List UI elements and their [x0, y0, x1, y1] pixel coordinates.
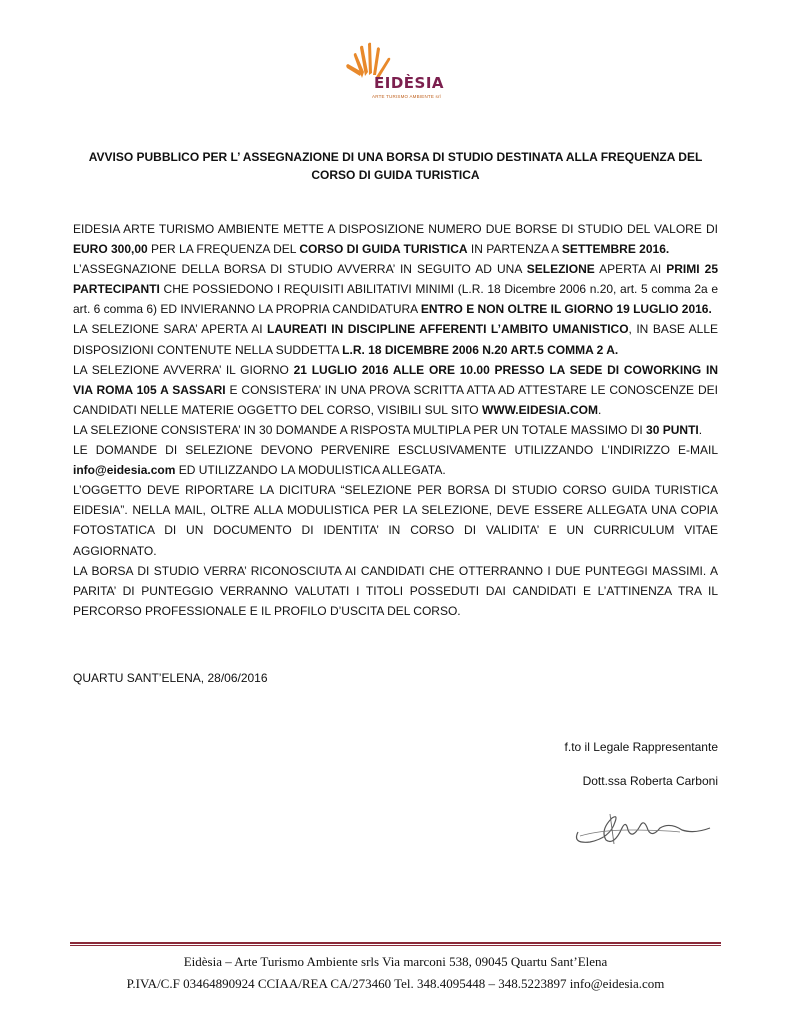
- email-link[interactable]: info@eidesia.com: [73, 463, 176, 478]
- notice-body: [73, 219, 718, 621]
- text: CHE POSSIEDONO I REQUISITI ABILITATIVI MINIMI (L.R. 18 Dicembre 2006 n.20, art. 5 comma 2a e art. 6 comma 6) ED INVIERANNO LA PROPRIA CANDIDATURA: [73, 282, 718, 317]
- website-link[interactable]: WWW.EIDESIA.COM: [481, 402, 598, 417]
- footer-address: Eidèsia – Arte Turismo Ambiente srls Via marconi 538, 09045 Quartu Sant’Elena: [183, 954, 608, 969]
- text: LA SELEZIONE AVVERRA’ IL GIORNO: [73, 362, 294, 377]
- text: LA SELEZIONE CONSISTERA’ IN 30 DOMANDE A RISPOSTA MULTIPLA PER UN TOTALE MASSIMO DI: [73, 422, 647, 437]
- text: LE DOMANDE DI SELEZIONE DEVONO PERVENIRE ESCLUSIVAMENTE UTILIZZANDO L’INDIRIZZO E-MAIL: [73, 443, 718, 458]
- start-date: SETTEMBRE 2016.: [561, 242, 670, 257]
- max-points: 30 PUNTI: [646, 422, 699, 437]
- paragraph-questions: [73, 420, 718, 440]
- paragraph-assignment: [73, 259, 718, 319]
- law-reference: L.R. 18 DICEMBRE 2006 N.20 ART.5 COMMA 2 A.: [342, 342, 619, 357]
- paragraph-value: [73, 219, 718, 259]
- text: E CONSISTERA’ IN UNA PROVA SCRITTA ATTA AD ATTESTARE LE CONOSCENZE DEI CANDIDATI NELLE MATERIE OGGETTO DEL CORSO, VISIBILI SUL SITO: [73, 382, 718, 417]
- eligible-graduates: LAUREATI IN DISCIPLINE AFFERENTI L’AMBITO UMANISTICO: [267, 322, 629, 337]
- footer-contacts: P.IVA/C.F 03464890924 CCIAA/REA CA/273460 Tel. 348.4095448 – 348.5223897 info@eidesia.com: [126, 976, 665, 991]
- title-line-1: AVVISO PUBBLICO PER L’ ASSEGNAZIONE DI UNA BORSA DI STUDIO DESTINATA ALLA FREQUENZA DEL: [88, 150, 703, 164]
- text: ED UTILIZZANDO LA MODULISTICA ALLEGATA.: [175, 463, 446, 478]
- text: .: [698, 422, 703, 437]
- text: EIDESIA ARTE TURISMO AMBIENTE METTE A DISPOSIZIONE NUMERO DUE BORSE DI STUDIO DEL VALORE DI: [73, 222, 718, 236]
- paragraph-application: [73, 440, 718, 480]
- paragraph-eligibility: [73, 319, 718, 359]
- text: APERTA AI: [594, 262, 667, 277]
- text: LA SELEZIONE SARA’ APERTA AI: [73, 322, 268, 337]
- text: PER LA FREQUENZA DEL: [147, 242, 300, 257]
- text: IN PARTENZA A: [467, 242, 562, 257]
- logo-tagline: ARTE TURISMO AMBIENTE srl: [372, 94, 441, 99]
- deadline: ENTRO E NON OLTRE IL GIORNO 19 LUGLIO 2016.: [420, 302, 712, 317]
- amount: EURO 300,00: [73, 242, 148, 257]
- signature-role: f.to il Legale Rappresentante: [564, 740, 718, 754]
- handwritten-signature: [570, 800, 720, 850]
- paragraph-award: LA BORSA DI STUDIO VERRA’ RICONOSCIUTA AI CANDIDATI CHE OTTERRANNO I DUE PUNTEGGI MASSIMI. A PARITA’ DI PUNTEGGIO VERRANNO VALUTATI I TITOLI POSSEDUTI DAI CANDIDATI E L’ATTINENZA TRA IL PERCORSO PROFESSIONALE E IL PROFILO D’USCITA DEL CORSO.: [73, 563, 718, 618]
- notice-title: [80, 149, 711, 184]
- place-date: QUARTU SANT’ELENA, 28/06/2016: [73, 671, 268, 685]
- paragraph-exam: [73, 360, 718, 420]
- footer-divider: [70, 942, 721, 946]
- text: L’ASSEGNAZIONE DELLA BORSA DI STUDIO AVVERRA’ IN SEGUITO AD UNA: [73, 262, 527, 277]
- paragraph-subject: L’OGGETTO DEVE RIPORTARE LA DICITURA “SELEZIONE PER BORSA DI STUDIO CORSO GUIDA TURISTICA EIDESIA”. NELLA MAIL, OLTRE ALLA MODULISTICA PER LA SELEZIONE, DEVE ESSERE ALLEGATA UNA COPIA FOTOSTATICA DI UN DOCUMENTO DI IDENTITA’ IN CORSO DI VALIDITA’ E UN CURRICULUM VITAE AGGIORNATO.: [73, 483, 718, 558]
- title-line-2: CORSO DI GUIDA TURISTICA: [311, 167, 480, 182]
- text: .: [597, 402, 602, 417]
- course-name: CORSO DI GUIDA TURISTICA: [299, 242, 468, 257]
- participants: PRIMI 25 PARTECIPANTI: [73, 262, 719, 297]
- signature-name: Dott.ssa Roberta Carboni: [582, 774, 718, 788]
- company-logo: [344, 42, 456, 104]
- logo-name: EIDÈSIA: [374, 74, 445, 92]
- exam-date-place: 21 LUGLIO 2016 ALLE ORE 10.00 PRESSO LA SEDE DI COWORKING IN VIA ROMA 105 A SASSARI: [73, 362, 718, 397]
- selection: SELEZIONE: [526, 262, 595, 277]
- text: , IN BASE ALLE DISPOSIZIONI CONTENUTE NELLA SUDDETTA: [73, 322, 719, 357]
